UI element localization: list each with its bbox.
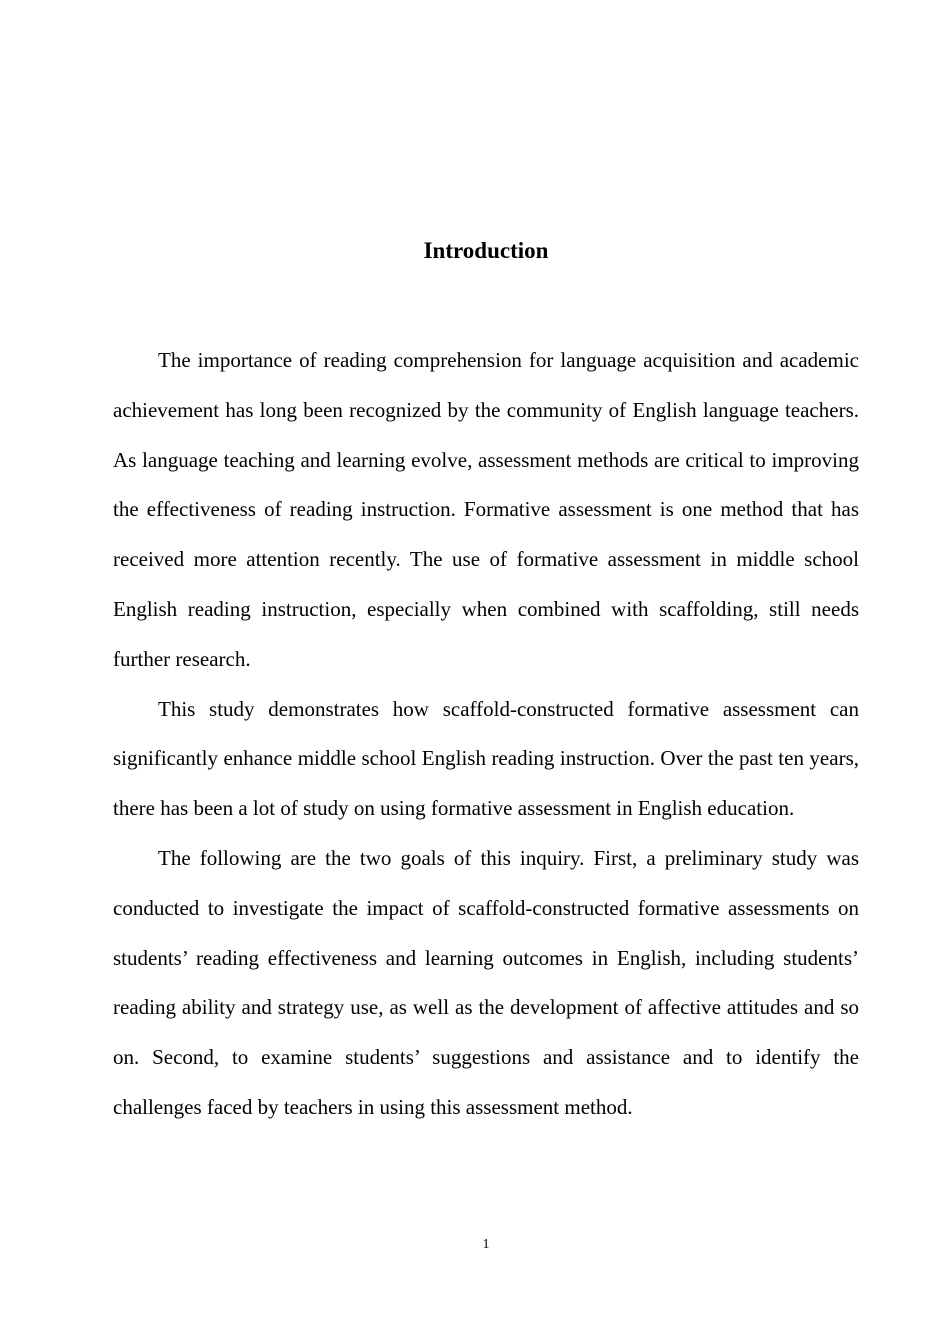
paragraph-3: The following are the two goals of this inquiry. First, a preliminary study was conducted to investigate the impact of scaffold-constructed formative assessments on students’ reading effectiveness and learning outcomes in English, including students’ reading ability and strategy use, as well as the development of affective attitudes and so on. Second, to examine students’ suggestions and assistance and to identify the challenges faced by teachers in using this assessment method. — [113, 845, 859, 1119]
paragraph-1: The importance of reading comprehension for language acquisition and academic achievement has long been recognized by the community of English language teachers. As language teaching and learning evolve, assessment methods are critical to improving the effectiveness of reading instruction. Formative assessment is one method that has received more attention recently. The use of formative assessment in middle school English reading instruction, especially when combined with scaffolding, still needs further research. — [113, 348, 859, 671]
paragraph-2: This study demonstrates how scaffold-constructed formative assessment can significantly enhance middle school English reading instruction. Over the past ten years, there has been a lot of study on using formative assessment in English education. — [113, 696, 859, 821]
page-title: Introduction — [423, 238, 549, 264]
page-number: 1 — [482, 1237, 490, 1252]
body-text — [113, 336, 859, 1133]
